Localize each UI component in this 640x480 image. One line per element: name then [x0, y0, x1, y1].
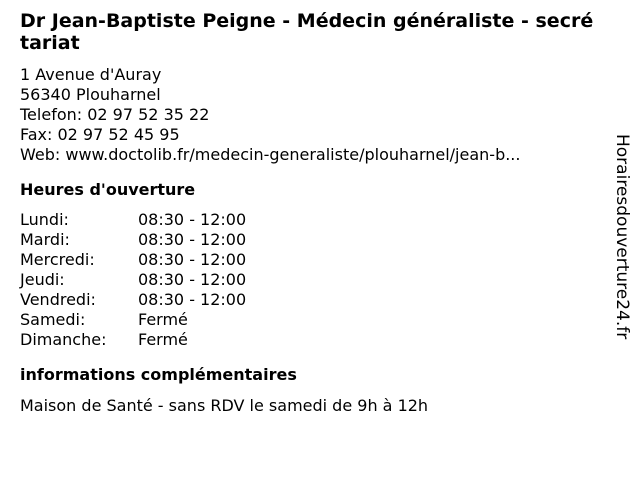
website-link: Web: www.doctolib.fr/medecin-generaliste/plouharnel/jean-b... — [20, 145, 521, 164]
hours-value: 08:30 - 12:00 — [138, 210, 247, 229]
hours-row-sunday — [20, 330, 595, 350]
day-label: Mardi: — [20, 230, 70, 249]
day-label: Jeudi: — [20, 270, 65, 289]
fax-number: Fax: 02 97 52 45 95 — [20, 125, 180, 144]
opening-hours-table — [20, 210, 595, 350]
address-block — [20, 65, 595, 165]
day-label: Vendredi: — [20, 290, 96, 309]
additional-info-text: Maison de Santé - sans RDV le samedi de 9h à 12h — [20, 396, 429, 415]
page-title: Dr Jean-Baptiste Peigne - Médecin généraliste - secrétariat — [20, 10, 594, 54]
hours-value: 08:30 - 12:00 — [138, 270, 247, 289]
day-label: Samedi: — [20, 310, 86, 329]
day-label: Lundi: — [20, 210, 69, 229]
hours-value: 08:30 - 12:00 — [138, 290, 247, 309]
hours-value: 08:30 - 12:00 — [138, 250, 247, 269]
opening-hours-heading: Heures d'ouverture — [20, 180, 196, 199]
hours-row-thursday — [20, 270, 595, 290]
street-address: 1 Avenue d'Auray — [20, 65, 162, 84]
day-label: Mercredi: — [20, 250, 95, 269]
hours-row-tuesday — [20, 230, 595, 250]
hours-row-saturday — [20, 310, 595, 330]
hours-row-wednesday — [20, 250, 595, 270]
hours-value: Fermé — [138, 310, 188, 329]
hours-value: 08:30 - 12:00 — [138, 230, 247, 249]
hours-row-monday — [20, 210, 595, 230]
additional-info-heading: informations complémentaires — [20, 365, 297, 384]
hours-row-friday — [20, 290, 595, 310]
phone-number: Telefon: 02 97 52 35 22 — [20, 105, 210, 124]
day-label: Dimanche: — [20, 330, 107, 349]
listing-card — [20, 10, 595, 416]
city-postcode: 56340 Plouharnel — [20, 85, 161, 104]
hours-value: Fermé — [138, 330, 188, 349]
site-brand-watermark: Horairesdouverture24.fr — [612, 134, 632, 340]
